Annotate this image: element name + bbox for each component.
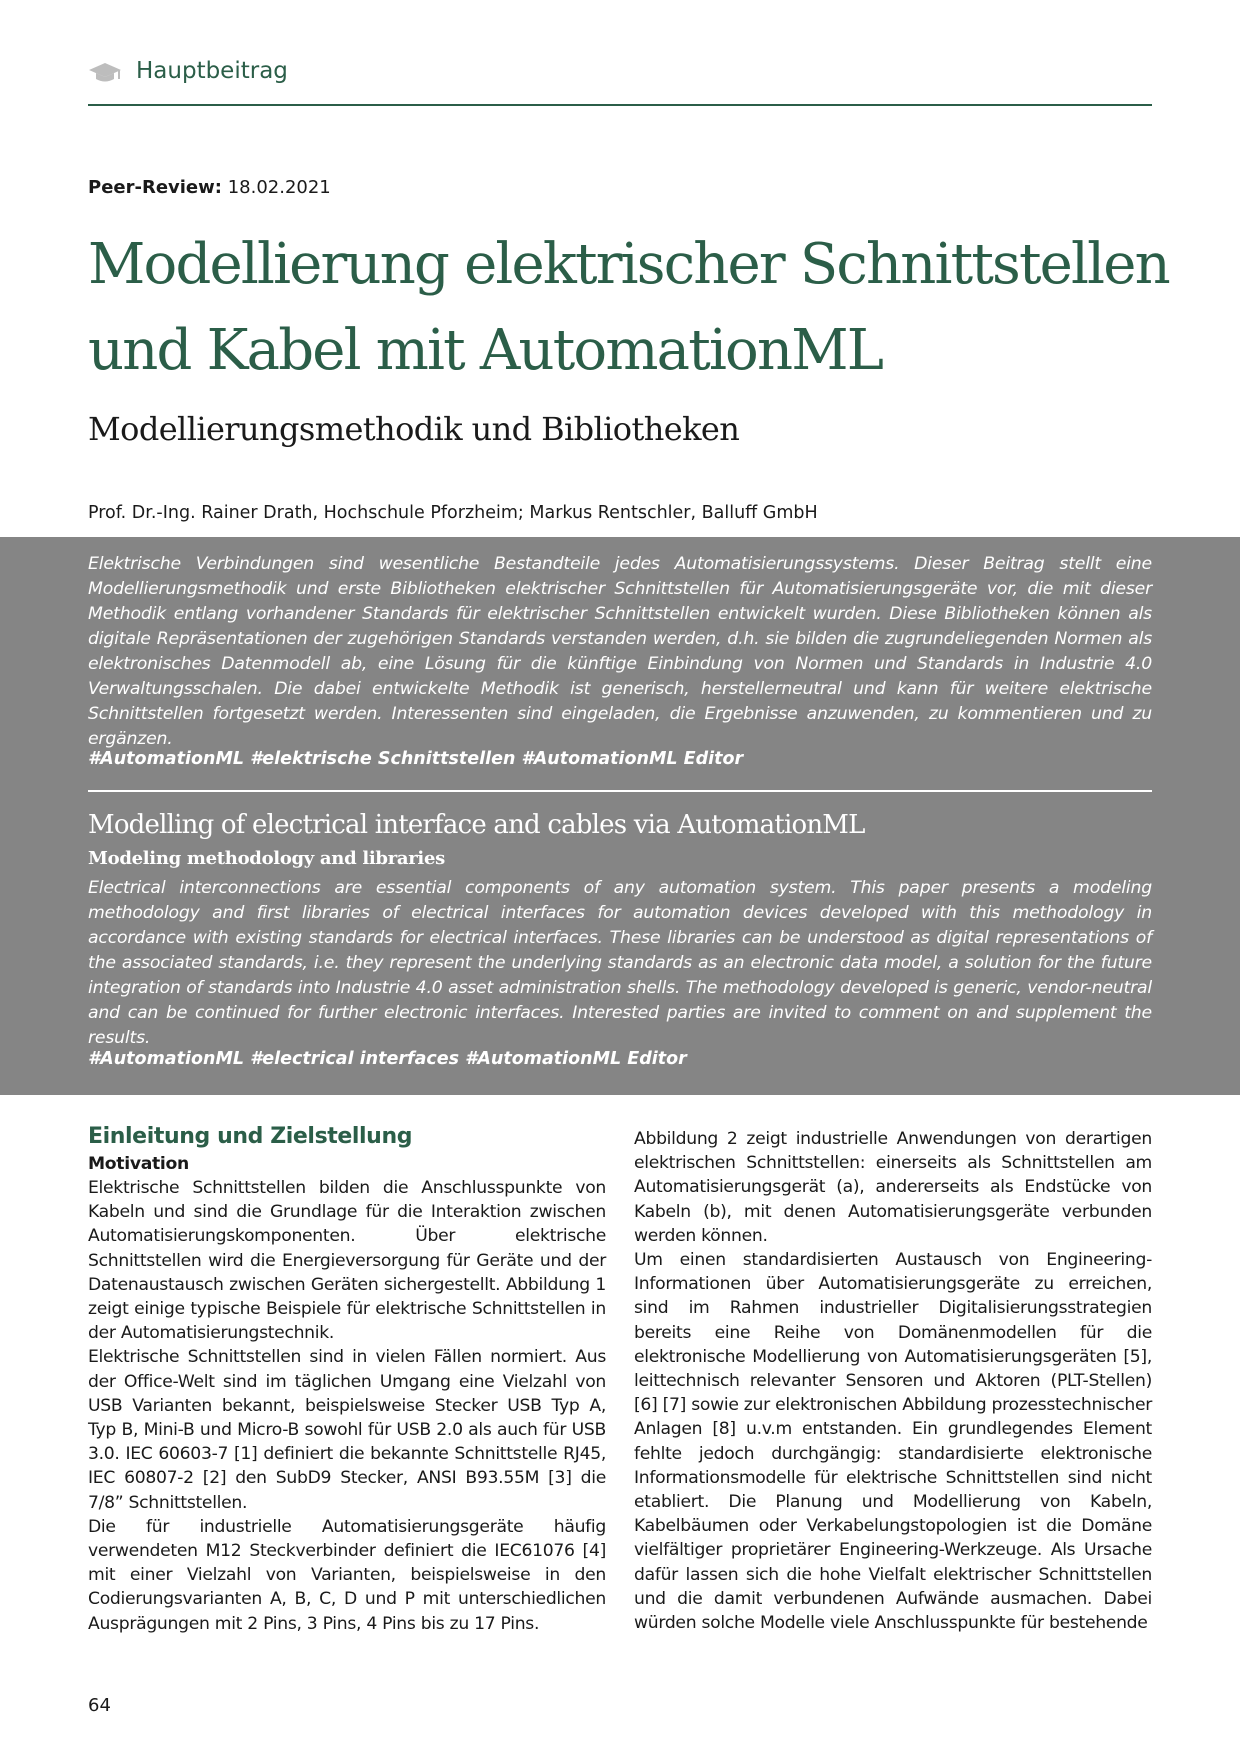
subsection-heading: Motivation [88, 1154, 189, 1174]
abstract-band [0, 537, 1240, 1095]
abstract-english: Electrical interconnections are essential components of any automation system. This paper presents a modeling methodology and first libraries of electrical interfaces for automation devices developed with this methodology in accordance with existing standards for electrical interfaces. These libraries can be understood as digital representations of the associated standards, i.e. they represent the underlying standards as an electronic data model, a solution for the future integration of standards into Industrie 4.0 asset administration shells. The methodology developed is generic, vendor-neutral and can be continued for further electronic interfaces. Interested parties are invited to comment on and supplement the results. [88, 878, 1152, 1048]
body-column-right [634, 1127, 1152, 1635]
abstract-german: Elektrische Verbindungen sind wesentliche Bestandteile jedes Automatisierungssystems. Dieser Beitrag stellt eine Modellierungsmethodik und erste Bibliotheken elektrischer Schnittstellen für Automatisierungsgeräte vor, die mit dieser Methodik entlang vorhandener Standards für elektrischer Schnittstellen entwickelt wurden. Diese Bibliotheken können als digitale Repräsentationen der zugehörigen Standards verstanden werden, d.h. sie bilden die zugrundeliegenden Normen als elektronisches Datenmodell ab, eine Lösung für die künftige Einbindung von Normen und Standards in Industrie 4.0 Verwaltungsschalen. Die dabei entwickelte Methodik ist generisch, herstellerneutral und kann für weitere elektrische Schnittstellen fortgesetzt werden. Interessenten sind eingeladen, die Ergebnisse anzuwenden, zu kommentieren und zu ergänzen. [88, 554, 1152, 749]
english-title: Modelling of electrical interface and cables via AutomationML [88, 810, 865, 840]
paragraph: Elektrische Schnittstellen sind in vielen Fällen normiert. Aus der Office-Welt sind im täglichen Umgang eine Vielzahl von USB Varianten bekannt, beispielsweise Stecker USB Typ A, Typ B, Mini-B und Micro-B sowohl für USB 2.0 als auch für USB 3.0. IEC 60603-7 [1] definiert die bekannte Schnittstelle RJ45, IEC 60807-2 [2] den SubD9 Stecker, ANSI B93.55M [3] die 7/8” Schnittstellen. [88, 1347, 606, 1513]
tags-german: #AutomationML #elektrische Schnittstellen #AutomationML Editor [88, 749, 744, 769]
page-number: 64 [88, 1695, 111, 1716]
section-header [88, 54, 1152, 106]
abstract-divider [88, 790, 1152, 792]
section-heading: Einleitung und Zielstellung [88, 1124, 413, 1149]
tags-english: #AutomationML #electrical interfaces #AutomationML Editor [88, 1049, 687, 1069]
body-column-left [88, 1122, 606, 1636]
paragraph: Abbildung 2 zeigt industrielle Anwendungen von derartigen elektrischen Schnittstellen: einerseits als Schnittstellen am Automatisierungsgerät (a), andererseits als Endstücke von Kabeln (b), mit denen Automatisierungsgeräte verbunden werden können. [634, 1129, 1152, 1246]
peer-review-value: 18.02.2021 [227, 177, 331, 198]
paragraph: Elektrische Schnittstellen bilden die Anschlusspunkte von Kabeln und sind die Grundlage für die Interaktion zwischen Automatisierungskomponenten. Über elektrische Schnittstellen wird die Energieversorgung für Geräte und der Datenaustausch zwischen Geräten sichergestellt. Abbildung 1 zeigt einige typische Beispiele für elektrische Schnittstellen in der Automatisierungstechnik. [88, 1178, 606, 1344]
article-title-line-1: Modellierung elektrischer Schnittstellen [88, 232, 1169, 297]
section-label: Hauptbeitrag [136, 58, 288, 84]
article-title-line-2: und Kabel mit AutomationML [88, 318, 883, 383]
graduation-cap-icon [88, 62, 122, 84]
english-subtitle: Modeling methodology and libraries [88, 848, 445, 869]
paragraph: Um einen standardisierten Austausch von Engineering-Informationen über Automatisierungsgeräte zu erreichen, sind im Rahmen industrieller Digitalisierungsstrategien bereits eine Reihe von Domänenmodellen für die elektronische Modellierung von Automatisierungsgeräten [5], leittechnisch relevanter Sensoren und Aktoren (PLT-Stellen) [6] [7] sowie zur elektronischen Abbildung prozesstechnischer Anlagen [8] u.v.m entstanden. Ein grundlegendes Element fehlte jedoch durchgängig: standardisierte elektronische Informationsmodelle für elektrische Schnittstellen sind nicht etabliert. Die Planung und Modellierung von Kabeln, Kabelbäumen oder Verkabelungstopologien ist die Domäne vielfältiger proprietärer Engineering-Werkzeuge. Als Ursache dafür lassen sich die hohe Vielfalt elektrischer Schnittstellen und die damit verbundenen Aufwände ausmachen. Dabei würden solche Modelle viele Anschlusspunkte für bestehende [634, 1250, 1152, 1634]
authors: Prof. Dr.-Ing. Rainer Drath, Hochschule Pforzheim; Markus Rentschler, Balluff GmbH [88, 503, 818, 523]
article-title [88, 222, 1208, 394]
peer-review-date [88, 177, 331, 198]
paragraph: Die für industrielle Automatisierungsgeräte häufig verwendeten M12 Steckverbinder definiert die IEC61076 [4] mit einer Vielzahl von Varianten, beispielsweise in den Codierungsvarianten A, B, C, D und P mit unterschiedlichen Ausprägungen mit 2 Pins, 3 Pins, 4 Pins bis zu 17 Pins. [88, 1516, 606, 1634]
article-subtitle: Modellierungsmethodik und Bibliotheken [88, 410, 740, 448]
peer-review-label: Peer-Review: [88, 177, 222, 198]
